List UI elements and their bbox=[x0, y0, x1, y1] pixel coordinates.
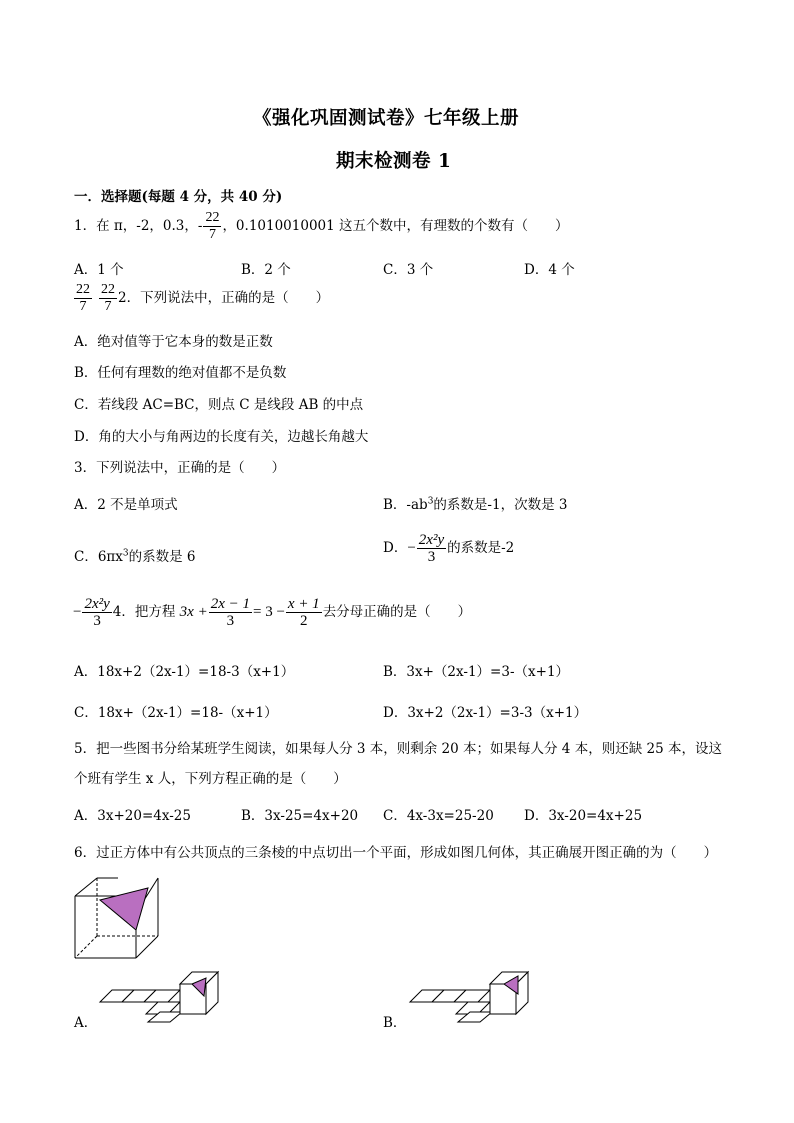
question-6-stem: 6．过正方体中有公共顶点的三条棱的中点切出一个平面，形成如图几何体，其正确展开图正确的为（ ） bbox=[74, 845, 718, 861]
q3-option-d bbox=[383, 532, 514, 565]
q4-stem-pre: 4．把方程 bbox=[112, 604, 176, 620]
q4-eq-frac1-num: 2x − 1 bbox=[210, 596, 250, 612]
q3-optd-fraction bbox=[417, 532, 446, 565]
q1-stem-before: 1．在 π，-2，0.3，- bbox=[74, 218, 203, 234]
q4-option-b: B．3x+（2x-1）=3-（x+1） bbox=[383, 664, 570, 680]
q5-option-b: B．3x-25=4x+20 bbox=[241, 808, 359, 824]
q4-artifact-num: 2x²y bbox=[84, 596, 110, 612]
q1-frac-num: 22 bbox=[205, 210, 220, 225]
q2-artifact-frac2-den: 7 bbox=[104, 299, 112, 314]
q3-optb-post: 的系数是-1，次数是 3 bbox=[433, 497, 568, 513]
q3-optc-sup: 3 bbox=[122, 548, 129, 559]
question-2-stem bbox=[73, 282, 329, 315]
q4-eq-a: 3x + bbox=[179, 604, 208, 620]
q6-option-a-label: A． bbox=[74, 1015, 98, 1031]
q3-optd-den: 3 bbox=[427, 549, 436, 565]
q6-option-b-net bbox=[408, 968, 532, 1026]
q1-option-b: B．2 个 bbox=[241, 262, 291, 278]
q4-eq-frac2-num: x + 1 bbox=[287, 596, 320, 612]
q1-option-d: D．4 个 bbox=[524, 262, 575, 278]
q3-optc-post: 的系数是 6 bbox=[128, 549, 196, 565]
q4-option-d: D．3x+2（2x-1）=3-3（x+1） bbox=[383, 705, 588, 721]
q4-option-a: A．18x+2（2x-1）=18-3（x+1） bbox=[74, 664, 295, 680]
question-5-line-1: 5．把一些图书分给某班学生阅读，如果每人分 3 本，则剩余 20 本；如果每人分 4 本，则还缺 25 本，设这 bbox=[74, 741, 722, 757]
q4-stem-post: 去分母正确的是（ ） bbox=[322, 604, 472, 620]
q4-eq-b: = 3 − bbox=[252, 604, 285, 620]
q6-cut-triangle bbox=[100, 888, 148, 930]
q3-optd-post: 的系数是-2 bbox=[447, 540, 515, 556]
q4-artifact-den: 3 bbox=[93, 613, 101, 629]
q4-artifact-minus: − bbox=[73, 604, 82, 620]
q3-optd-pre: D． bbox=[383, 540, 408, 556]
q1-fraction bbox=[203, 210, 221, 243]
q4-option-c: C．18x+（2x-1）=18-（x+1） bbox=[74, 705, 278, 721]
page-subtitle: 期末检测卷 1 bbox=[336, 151, 452, 172]
q4-eq-fraction-2 bbox=[286, 596, 322, 629]
q2-artifact-frac1-den: 7 bbox=[79, 299, 87, 314]
q4-eq-fraction-1 bbox=[209, 596, 252, 629]
q2-option-c: C．若线段 AC=BC，则点 C 是线段 AB 的中点 bbox=[74, 397, 364, 413]
q1-frac-den: 7 bbox=[208, 227, 216, 242]
question-1-stem bbox=[74, 210, 569, 243]
q3-option-a: A．2 不是单项式 bbox=[74, 497, 178, 513]
question-3-stem: 3．下列说法中，正确的是（ ） bbox=[74, 460, 286, 476]
question-4-stem bbox=[73, 596, 471, 629]
q2-artifact-frac1-num: 22 bbox=[76, 282, 90, 297]
q4-eq-frac2-den: 2 bbox=[300, 613, 308, 629]
page-title: 《强化巩固测试卷》七年级上册 bbox=[253, 108, 520, 129]
q6-cube-figure bbox=[70, 868, 170, 964]
q3-option-c bbox=[74, 545, 196, 565]
q3-option-b bbox=[383, 493, 567, 513]
q4-eq-frac1-den: 3 bbox=[226, 613, 235, 629]
q5-option-d: D．3x-20=4x+25 bbox=[524, 808, 643, 824]
q1-option-c: C．3 个 bbox=[383, 262, 434, 278]
q1-option-a: A．1 个 bbox=[74, 262, 124, 278]
q2-option-b: B．任何有理数的绝对值都不是负数 bbox=[74, 365, 287, 381]
q2-artifact-frac2-num: 22 bbox=[101, 282, 115, 297]
q2-option-d: D．角的大小与角两边的长度有关，边越长角越大 bbox=[74, 429, 369, 445]
q3-optb-sup: 3 bbox=[427, 496, 434, 507]
q1-stem-after: ，0.1010010001 这五个数中，有理数的个数有（ ） bbox=[222, 218, 569, 234]
q6-option-b-label: B． bbox=[383, 1015, 407, 1031]
q3-optd-minus: − bbox=[407, 540, 416, 556]
q6-option-a-net bbox=[98, 968, 222, 1026]
q4-artifact-fraction bbox=[82, 596, 111, 629]
q5-option-c: C．4x-3x=25-20 bbox=[383, 808, 494, 824]
question-5-line-2: 个班有学生 x 人，下列方程正确的是（ ） bbox=[74, 771, 347, 787]
q2-stem-text: 2．下列说法中，正确的是（ ） bbox=[118, 290, 330, 306]
q3-optb-pre: B．-ab bbox=[383, 497, 428, 513]
section-heading: 一．选择题(每题 4 分，共 40 分) bbox=[74, 189, 283, 205]
q2-artifact-fraction-2 bbox=[99, 282, 117, 315]
q5-option-a: A．3x+20=4x-25 bbox=[74, 808, 191, 824]
q2-artifact-fraction-1 bbox=[74, 282, 92, 315]
q3-optc-pre: C．6πx bbox=[74, 549, 123, 565]
q2-option-a: A．绝对值等于它本身的数是正数 bbox=[74, 334, 273, 350]
q3-optd-num: 2x²y bbox=[418, 532, 445, 548]
